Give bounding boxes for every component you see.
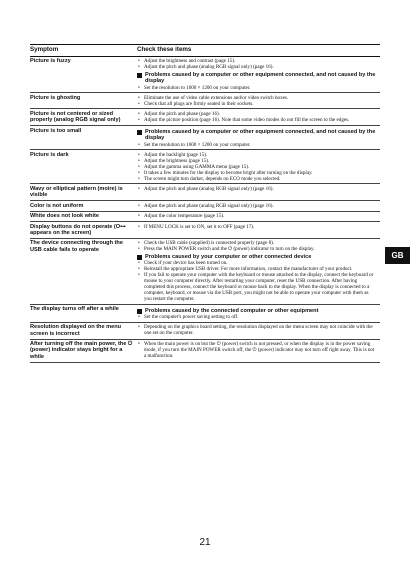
symptom-cell: Resolution displayed on the menu screen is incorrect [30,322,137,339]
table-row [30,222,380,239]
language-tab-gb: GB [385,247,410,264]
troubleshooting-table [30,44,380,363]
check-list [137,58,377,70]
table-row [30,93,380,109]
check-items-cell [137,339,380,362]
table-row [30,150,380,184]
check-items-cell [137,109,380,126]
check-list [137,142,377,148]
check-item: • It takes a few minutes for the display to become bright after turning on the display. [137,170,377,176]
check-item: • Check if your device has been turned on. [137,260,377,266]
check-item: • Check the USB cable (supplied) is connected properly (page 8). [137,240,377,246]
symptom-cell: Color is not uniform [30,201,137,211]
check-item: • The screen might turn darker, depends on ECO mode you selected. [137,176,377,182]
table-row [30,322,380,339]
check-list [137,85,377,91]
check-item: • Check that all plugs are firmly seated in their sockets. [137,101,377,107]
check-item: • Adjust the color temperature (page 15). [137,213,377,219]
check-list [137,324,377,336]
check-item: • Adjust the pitch and phase (analog RGB signal only) (page 16). [137,203,377,209]
check-item: • Eliminate the use of video cable extensions and/or video switch boxes. [137,95,377,101]
symptom-cell: Picture is fuzzy [30,56,137,92]
problem-subheading: Problems caused by a computer or other equipment connected, and not caused by the display [137,129,377,142]
check-list [137,111,377,123]
check-items-cell [137,304,380,322]
symptom-cell: Picture is too small [30,126,137,150]
symptom-cell: Picture is dark [30,150,137,184]
check-items-cell [137,201,380,211]
table-row [30,201,380,211]
check-list [137,224,377,230]
check-list [137,203,377,209]
table-row [30,56,380,92]
symptom-cell: Display buttons do not operate (O⊶ appears on the screen) [30,222,137,239]
symptom-cell: The device connecting through the USB cable fails to operate [30,238,137,304]
symptom-cell: Picture is ghosting [30,93,137,109]
check-item: • Reinstall the appropriate USB driver. For more information, contact the manufacturer of your product. [137,266,377,272]
header-check-items: Check these items [137,45,380,57]
troubleshooting-section [30,44,380,363]
check-list [137,152,377,182]
table-row [30,304,380,322]
check-item: • If MENU LOCK is set to ON, set it to OFF (page 17). [137,224,377,230]
check-list [137,95,377,107]
symptom-cell: Picture is not centered or sized properly (analog RGB signal only) [30,109,137,126]
check-items-cell [137,238,380,304]
check-item: • Adjust the pitch and phase (analog RGB signal only) (page 16). [137,186,377,192]
check-items-cell [137,126,380,150]
check-list [137,186,377,192]
check-item: • Adjust the pitch and phase (page 16). [137,111,377,117]
check-items-cell [137,184,380,201]
problem-subheading: Problems caused by the connected computer or other equipment [137,308,377,314]
check-item: • Set the resolution to 1600 × 1200 on your computer. [137,142,377,148]
symptom-cell: After turning off the main power, the ⏻ (power) indicator stays bright for a while [30,339,137,362]
check-list [137,213,377,219]
check-list [137,240,377,252]
problem-subheading: Problems caused by a computer or other equipment connected, and not caused by the display [137,72,377,85]
table-row [30,211,380,221]
check-item: • Adjust the brightness and contrast (page 15). [137,58,377,64]
header-symptom: Symptom [30,45,137,57]
check-item: • Set the computer's power saving setting to off. [137,314,377,320]
check-item: • Set the resolution to 1600 × 1200 on your computer. [137,85,377,91]
check-items-cell [137,211,380,221]
check-item: • Adjust the pitch and phase (analog RGB signal only) (page 16). [137,64,377,70]
table-row [30,238,380,304]
table-body [30,56,380,362]
table-row [30,126,380,150]
check-list [137,260,377,302]
check-item: • Adjust the picture position (page 16). Note that some video modes do not fill the screen to the edges. [137,117,377,123]
check-item: • Press the MAIN POWER switch and the ⏻ (power) indicator to turn on the display. [137,246,377,252]
check-item: • Adjust the brightness (page 15). [137,158,377,164]
table-row [30,339,380,362]
symptom-cell: Wavy or elliptical pattern (moire) is visible [30,184,137,201]
problem-subheading: Problems caused by your computer or other connected device [137,254,377,260]
check-item: • When the main power is on but the ⏻ (power) switch is not pressed, or when the display is in the power saving mode, if you turn the MAIN POWER switch off, the ⏻ (power) indicator may not turn off right away. This is not a malfunction. [137,341,377,359]
check-item: • Adjust the gamma using GAMMA menu (page 15). [137,164,377,170]
check-item: • Adjust the backlight (page 15). [137,152,377,158]
check-items-cell [137,322,380,339]
page-number: 21 [199,537,211,548]
table-row [30,109,380,126]
table-row [30,184,380,201]
symptom-cell: The display turns off after a while [30,304,137,322]
check-list [137,341,377,359]
table-header-row [30,45,380,57]
symptom-cell: White does not look white [30,211,137,221]
check-item: • Depending on the graphics board setting, the resolution displayed on the menu screen may not coincide with the one set on the computer. [137,324,377,336]
check-list [137,314,377,320]
check-items-cell [137,56,380,92]
check-items-cell [137,150,380,184]
check-items-cell [137,222,380,239]
check-item: • If you fail to operate your computer with the keyboard or mouse attached to the display, connect the keyboard or mouse to your computer directly. After restarting your computer, reset the USB connection. After having completed this process, connect the keyboard or mouse back to the display. When the display is connected to a computer, keyboard, or mouse via the USB port, you might not be able to operate your computer with them as you restart the computer. [137,272,377,302]
check-items-cell [137,93,380,109]
